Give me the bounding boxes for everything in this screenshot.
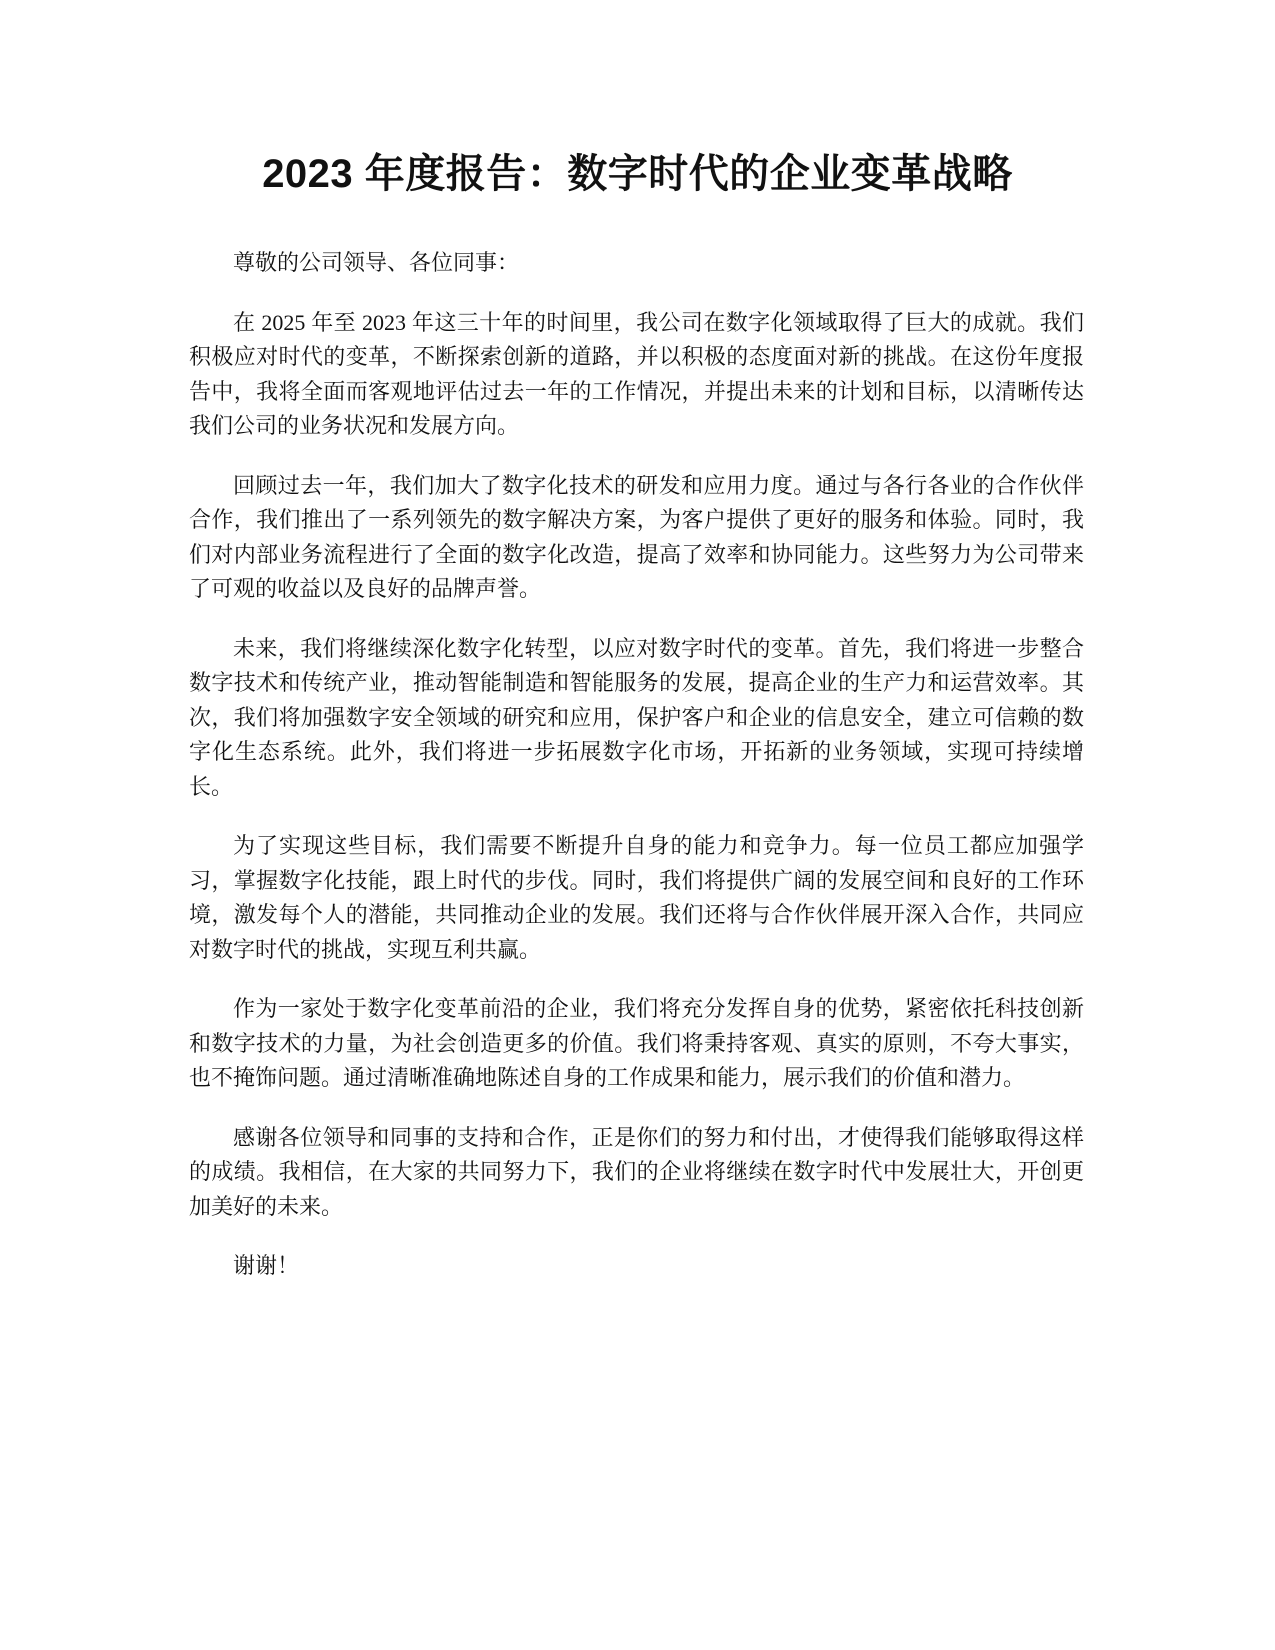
paragraph-6: 感谢各位领导和同事的支持和合作，正是你们的努力和付出，才使得我们能够取得这样的成绩。我相信，在大家的共同努力下，我们的企业将继续在数字时代中发展壮大，开创更加美好的未来。 <box>189 1124 1084 1219</box>
paragraph-3: 未来，我们将继续深化数字化转型，以应对数字时代的变革。首先，我们将进一步整合数字技术和传统产业，推动智能制造和智能服务的发展，提高企业的生产力和运营效率。其次，我们将加强数字安全领域的研究和应用，保护客户和企业的信息安全，建立可信赖的数字化生态系统。此外，我们将进一步拓展数字化市场，开拓新的业务领域，实现可持续增长。 <box>189 635 1084 799</box>
paragraph-5: 作为一家处于数字化变革前沿的企业，我们将充分发挥自身的优势，紧密依托科技创新和数字技术的力量，为社会创造更多的价值。我们将秉持客观、真实的原则，不夸大事实，也不掩饰问题。通过清晰准确地陈述自身的工作成果和能力，展示我们的价值和潜力。 <box>189 996 1084 1090</box>
salutation: 尊敬的公司领导、各位同事： <box>233 250 520 275</box>
paragraph-4: 为了实现这些目标，我们需要不断提升自身的能力和竞争力。每一位员工都应加强学习，掌握数字化技能，跟上时代的步伐。同时，我们将提供广阔的发展空间和良好的工作环境，激发每个人的潜能，共同推动企业的发展。我们还将与合作伙伴展开深入合作，共同应对数字时代的挑战，实现互利共赢。 <box>189 833 1084 962</box>
page-title: 2023 年度报告：数字时代的企业变革战略 <box>262 152 1013 196</box>
paragraph-1: 在 2025 年至 2023 年这三十年的时间里，我公司在数字化领域取得了巨大的成就。我们积极应对时代的变革，不断探索创新的道路，并以积极的态度面对新的挑战。在这份年度报告中，我将全面而客观地评估过去一年的工作情况，并提出未来的计划和目标，以清晰传达我们公司的业务状况和发展方向。 <box>189 309 1084 438</box>
document-body <box>189 246 1084 1309</box>
paragraph-2: 回顾过去一年，我们加大了数字化技术的研发和应用力度。通过与各行各业的合作伙伴合作，我们推出了一系列领先的数字解决方案，为客户提供了更好的服务和体验。同时，我们对内部业务流程进行了全面的数字化改造，提高了效率和协同能力。这些努力为公司带来了可观的收益以及良好的品牌声誉。 <box>189 472 1084 601</box>
closing: 谢谢！ <box>233 1253 300 1278</box>
